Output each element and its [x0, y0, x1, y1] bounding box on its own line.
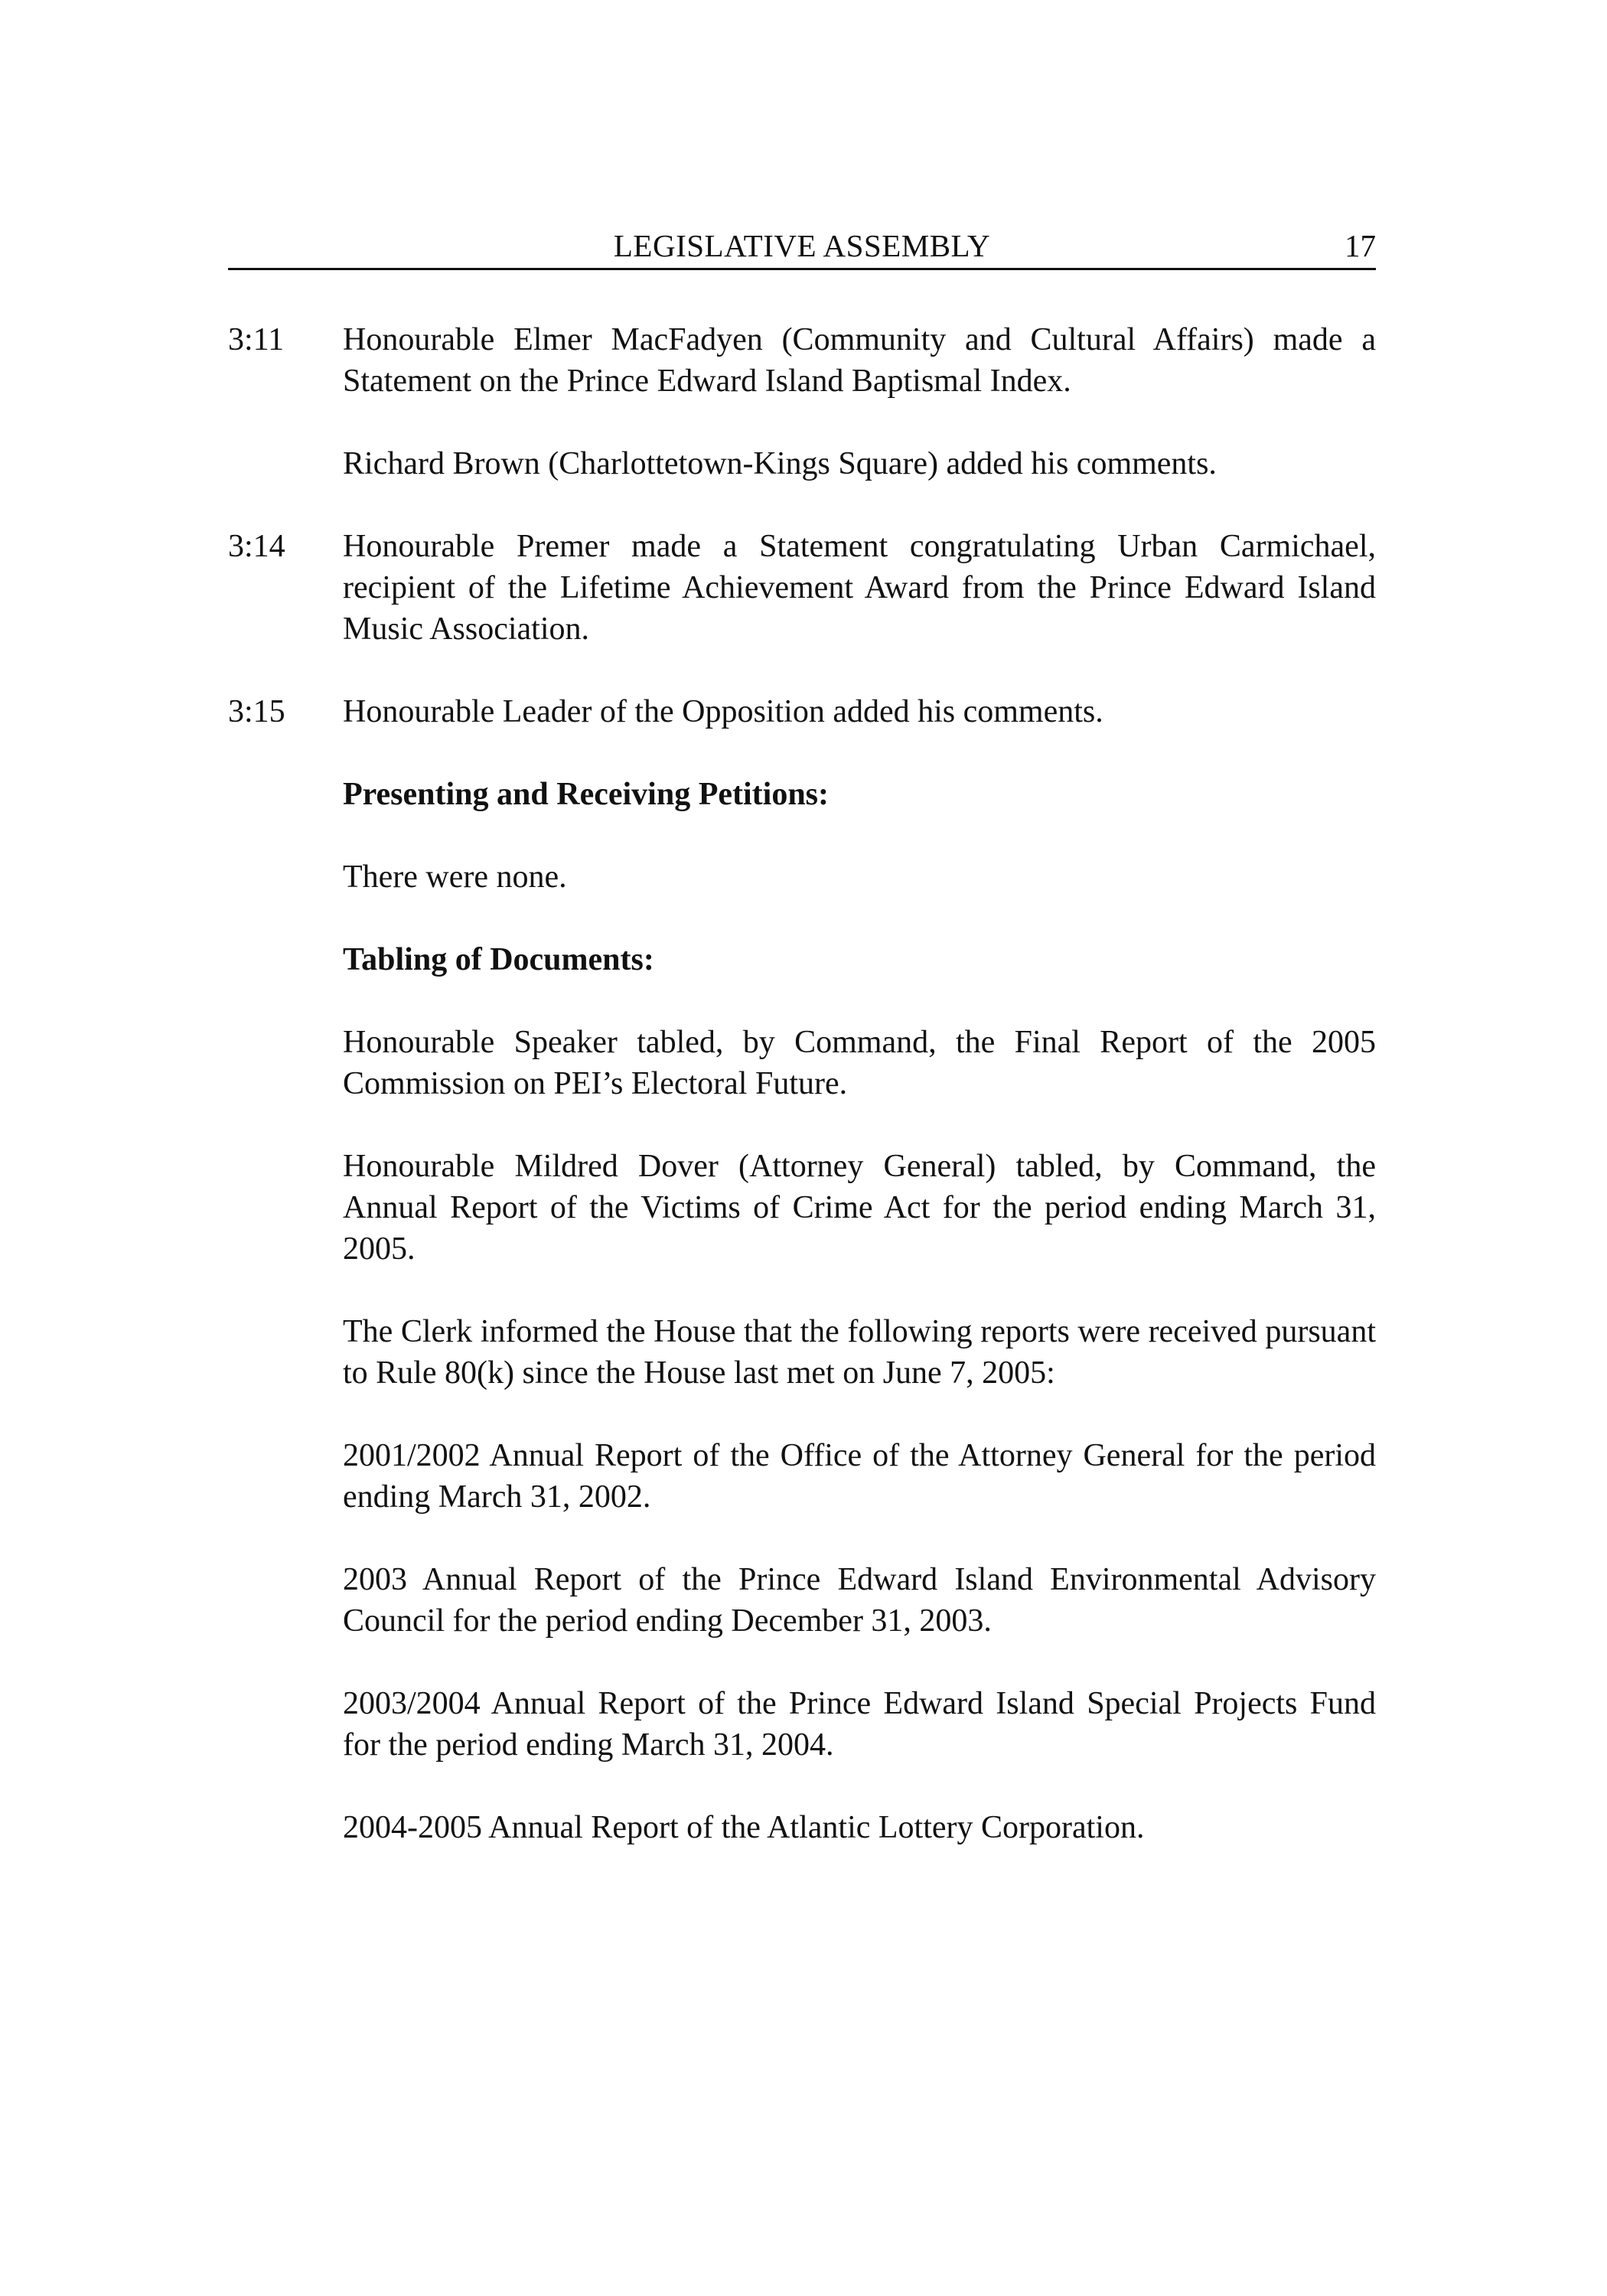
tabling-paragraph: 2003 Annual Report of the Prince Edward Island Environmental Advisory Council for the period ending December 31, 2003.	[343, 1562, 1376, 1639]
tabling-heading: Tabling of Documents:	[343, 942, 654, 977]
document-page	[228, 227, 1376, 1890]
entry-3-15	[228, 691, 1376, 732]
entry-text: Richard Brown (Charlottetown-Kings Square) added his comments.	[343, 446, 1217, 481]
entry-3-14	[228, 526, 1376, 650]
entry-time: 3:14	[228, 529, 285, 564]
petitions-text: There were none.	[343, 859, 567, 895]
tabling-paragraph: Honourable Speaker tabled, by Command, the Final Report of the 2005 Commission on PEI’s Electoral Future.	[343, 1025, 1376, 1101]
entry-3-11	[228, 319, 1376, 402]
entry-time: 3:11	[228, 322, 285, 357]
header-title: LEGISLATIVE ASSEMBLY	[613, 228, 991, 263]
entry-text: Honourable Premer made a Statement congratulating Urban Carmichael, recipient of the Lifetime Achievement Award from the Prince Edward Island Music Association.	[343, 529, 1376, 647]
tabling-paragraph: The Clerk informed the House that the following reports were received pursuant to Rule 80(k) since the House last met on June 7, 2005:	[343, 1314, 1376, 1391]
document-body	[228, 319, 1376, 1848]
page-header	[228, 227, 1376, 270]
entry-text: Honourable Leader of the Opposition added his comments.	[343, 694, 1103, 729]
tabling-paragraph: 2004-2005 Annual Report of the Atlantic Lottery Corporation.	[343, 1810, 1145, 1845]
page-number: 17	[1345, 228, 1376, 263]
tabling-paragraph: 2001/2002 Annual Report of the Office of the Attorney General for the period ending March 31, 2002.	[343, 1438, 1376, 1515]
tabling-paragraph: Honourable Mildred Dover (Attorney General) tabled, by Command, the Annual Report of the Victims of Crime Act for the period ending March 31, 2005.	[343, 1149, 1376, 1267]
entry-text: Honourable Elmer MacFadyen (Community and Cultural Affairs) made a Statement on the Prince Edward Island Baptismal Index.	[343, 322, 1376, 399]
petitions-heading: Presenting and Receiving Petitions:	[343, 777, 830, 812]
tabling-paragraph: 2003/2004 Annual Report of the Prince Edward Island Special Projects Fund for the period ending March 31, 2004.	[343, 1686, 1376, 1763]
entry-time: 3:15	[228, 694, 285, 729]
